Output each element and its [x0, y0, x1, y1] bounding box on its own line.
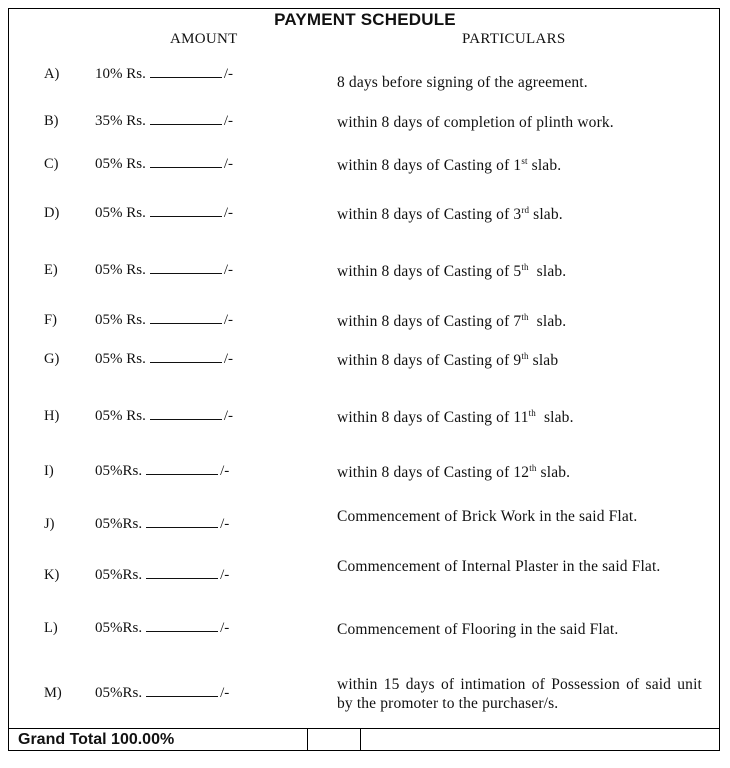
amount-suffix: /-: [220, 516, 230, 532]
amount-suffix: /-: [220, 620, 230, 636]
amount-suffix: /-: [220, 463, 230, 479]
amount-blank-line: [150, 262, 222, 274]
ordinal-suffix: th: [528, 407, 536, 418]
row-amount: [95, 463, 229, 480]
amount-blank-line: [150, 113, 222, 125]
row-particulars: Commencement of Internal Plaster in the said Flat.: [337, 558, 661, 575]
ordinal-suffix: st: [521, 155, 528, 166]
row-particulars: within 15 days of intimation of Possession of said unit by the promoter to the purchaser/s.: [337, 676, 702, 712]
amount-blank-line: [150, 408, 222, 420]
row-amount: [95, 113, 233, 130]
amount-percent: 05%Rs.: [95, 463, 143, 479]
ordinal-suffix: th: [521, 311, 529, 322]
row-amount: [95, 66, 233, 83]
row-amount: [95, 516, 229, 533]
row-letter: K): [44, 567, 60, 583]
amount-suffix: /-: [223, 113, 234, 129]
row-amount: [95, 685, 229, 702]
particulars-text: within 8 days of Casting of 5: [337, 263, 522, 280]
amount-suffix: /-: [223, 408, 234, 424]
table-top-border: [8, 8, 720, 9]
row-letter: J): [44, 516, 55, 532]
row-letter: F): [44, 312, 57, 328]
particulars-column-header: PARTICULARS: [462, 31, 566, 47]
row-particulars: [337, 408, 702, 427]
ordinal-suffix: th: [529, 462, 537, 473]
grand-total-row: [8, 728, 720, 751]
particulars-tail: slab.: [528, 313, 567, 330]
amount-suffix: /-: [223, 156, 234, 172]
table-left-border: [8, 8, 9, 728]
amount-percent: 05%Rs.: [95, 620, 143, 636]
amount-suffix: /-: [223, 262, 234, 278]
ordinal-suffix: th: [521, 261, 529, 272]
amount-column-header: AMOUNT: [170, 31, 238, 47]
row-particulars: [337, 262, 702, 281]
grand-total-amount-cell: [307, 728, 361, 751]
row-particulars: [337, 205, 702, 224]
particulars-text: within 8 days of Casting of 11: [337, 409, 529, 426]
row-letter: C): [44, 156, 59, 172]
amount-suffix: /-: [223, 66, 234, 82]
particulars-tail: slab.: [529, 206, 563, 223]
row-amount: [95, 408, 233, 425]
particulars-tail: slab.: [535, 409, 574, 426]
amount-blank-line: [146, 685, 218, 697]
amount-percent: 05% Rs.: [95, 205, 146, 221]
amount-suffix: /-: [220, 685, 230, 701]
amount-percent: 35% Rs.: [95, 113, 146, 129]
row-particulars: Commencement of Flooring in the said Flat.: [337, 621, 619, 638]
amount-blank-line: [146, 567, 218, 579]
row-particulars: Commencement of Brick Work in the said Flat.: [337, 508, 638, 525]
row-particulars: [337, 351, 702, 370]
amount-suffix: /-: [223, 205, 234, 221]
row-particulars: [337, 156, 702, 175]
row-particulars: within 8 days of completion of plinth work.: [337, 114, 614, 131]
amount-percent: 05%Rs.: [95, 685, 143, 701]
amount-suffix: /-: [220, 567, 230, 583]
row-particulars: 8 days before signing of the agreement.: [337, 74, 588, 91]
row-amount: [95, 312, 233, 329]
particulars-text: within 8 days of Casting of 7: [337, 313, 522, 330]
amount-blank-line: [150, 66, 222, 78]
table-right-border: [719, 8, 720, 728]
row-amount: [95, 620, 229, 637]
particulars-tail: slab.: [527, 157, 562, 174]
particulars-tail: slab.: [536, 464, 571, 481]
amount-percent: 05% Rs.: [95, 408, 146, 424]
row-amount: [95, 351, 233, 368]
amount-blank-line: [150, 156, 222, 168]
amount-percent: 05%Rs.: [95, 516, 143, 532]
ordinal-suffix: rd: [521, 204, 530, 215]
row-amount: [95, 262, 233, 279]
row-letter: L): [44, 620, 58, 636]
row-amount: [95, 205, 233, 222]
row-letter: E): [44, 262, 58, 278]
amount-percent: 05% Rs.: [95, 312, 146, 328]
particulars-text: within 8 days of Casting of 3: [337, 206, 522, 223]
amount-blank-line: [146, 463, 218, 475]
amount-blank-line: [150, 312, 222, 324]
row-letter: G): [44, 351, 60, 367]
row-amount: [95, 156, 233, 173]
row-letter: I): [44, 463, 54, 479]
amount-blank-line: [146, 620, 218, 632]
particulars-text: within 8 days of Casting of 1: [337, 157, 522, 174]
amount-percent: 05%Rs.: [95, 567, 143, 583]
row-letter: M): [44, 685, 62, 701]
ordinal-suffix: th: [521, 350, 529, 361]
particulars-tail: slab: [528, 352, 559, 369]
amount-suffix: /-: [223, 312, 234, 328]
page-title: PAYMENT SCHEDULE: [274, 10, 456, 29]
row-letter: D): [44, 205, 60, 221]
row-amount: [95, 567, 229, 584]
row-letter: H): [44, 408, 60, 424]
row-letter: B): [44, 113, 59, 129]
amount-percent: 05% Rs.: [95, 156, 146, 172]
particulars-tail: slab.: [528, 263, 567, 280]
particulars-text: within 8 days of Casting of 9: [337, 352, 522, 369]
amount-blank-line: [146, 516, 218, 528]
row-particulars: [337, 312, 702, 331]
row-letter: A): [44, 66, 60, 82]
amount-suffix: /-: [223, 351, 234, 367]
row-particulars: [337, 463, 702, 482]
grand-total-label: Grand Total 100.00%: [18, 731, 175, 748]
amount-percent: 05% Rs.: [95, 262, 146, 278]
amount-percent: 05% Rs.: [95, 351, 146, 367]
amount-blank-line: [150, 351, 222, 363]
amount-blank-line: [150, 205, 222, 217]
particulars-text: within 8 days of Casting of 12: [337, 464, 530, 481]
amount-percent: 10% Rs.: [95, 66, 146, 82]
